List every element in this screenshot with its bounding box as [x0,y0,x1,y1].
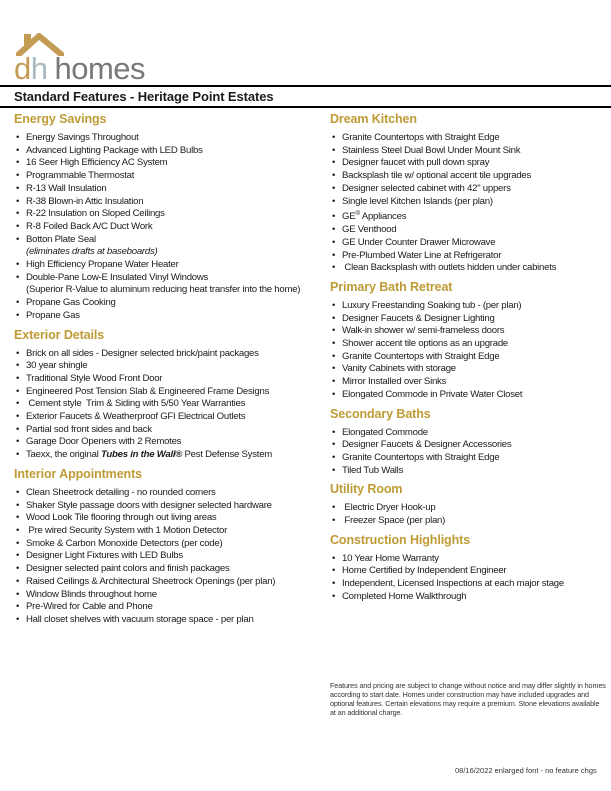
bullet-icon: • [16,271,20,283]
feature-item [14,398,326,411]
bullet-icon: • [332,157,336,169]
feature-text: Wood Look Tile flooring through out living areas [26,512,217,524]
feature-text: Window Blinds throughout home [26,588,157,600]
feature-text: Cement style Trim & Siding with 5/50 Year Warranties [26,398,246,410]
feature-item [14,424,326,437]
feature-item [14,411,326,424]
feature-text: Hall closet shelves with vacuum storage space - per plan [26,613,254,625]
feature-item [330,452,608,465]
feature-item [14,259,326,272]
feature-text: Pre-Wired for Cable and Phone [26,601,153,613]
feature-text: Engineered Post Tension Slab & Engineered Frame Designs [26,385,270,397]
bullet-icon: • [16,157,20,169]
feature-item [330,325,608,338]
feature-item [14,170,326,183]
feature-text: 30 year shingle [26,360,88,372]
bullet-icon: • [16,372,20,384]
bullet-icon: • [16,601,20,613]
feature-item [14,145,326,158]
feature-text: Clean Backsplash with outlets hidden under cabinets [342,262,557,274]
bullet-icon: • [332,249,336,261]
feature-text: Designer selected paint colors and finish packages [26,563,230,575]
left-column [14,104,326,629]
feature-text: 10 Year Home Warranty [342,552,439,564]
bullet-icon: • [332,195,336,207]
feature-item [330,208,608,224]
feature-item [330,224,608,237]
feature-text: Brick on all sides - Designer selected brick/paint packages [26,347,259,359]
bullet-icon: • [16,309,20,321]
bullet-icon: • [16,423,20,435]
feature-text: Luxury Freestanding Soaking tub - (per plan) [342,299,522,311]
feature-text: Elongated Commode in Private Water Closet [342,388,523,400]
feature-text: Mirror Installed over Sinks [342,376,447,388]
bullet-icon: • [16,233,20,245]
feature-text: Shower accent tile options as an upgrade [342,338,508,350]
disclaimer-text: Features and pricing are subject to change without notice and may differ slightly in homes according to start date. Homes under construction may have included upgrades and optional features. Certain elevations may require a premium. Stone elevations available at an additional charge. [330,681,606,717]
feature-item [330,262,608,275]
feature-item [330,389,608,402]
bullet-icon: • [16,499,20,511]
bullet-icon: • [332,552,336,564]
feature-list [14,487,326,627]
feature-item [330,170,608,183]
bullet-icon: • [16,512,20,524]
feature-item [14,310,326,323]
feature-item [330,157,608,170]
bullet-icon: • [332,325,336,337]
feature-text: Independent, Licensed Inspections at each major stage [342,578,564,590]
feature-item [14,512,326,525]
bullet-icon: • [16,588,20,600]
section-heading: Primary Bath Retreat [330,279,453,294]
feature-item [330,578,608,591]
feature-item [14,436,326,449]
feature-text: GE Venthood [342,224,397,236]
section-heading: Energy Savings [14,112,107,126]
feature-item [14,297,326,310]
feature-text: Granite Countertops with Straight Edge [342,132,500,143]
feature-text: R-22 Insulation on Sloped Ceilings [26,208,165,220]
bullet-icon: • [332,565,336,577]
bullet-icon: • [16,411,20,423]
feature-list [330,502,608,527]
revision-note: 08/16/2022 enlarged font - no feature chgs [455,766,597,775]
feature-item [330,502,608,515]
bullet-icon: • [16,144,20,156]
bullet-icon: • [16,524,20,536]
section-heading: Utility Room [330,482,403,497]
bullet-icon: • [16,550,20,562]
logo-letter-d: d [14,51,31,86]
feature-item [330,145,608,158]
page-title-text: Standard Features - Heritage Point Estates [14,89,274,104]
bullet-icon: • [332,338,336,350]
feature-item [330,427,608,440]
feature-text: Designer faucet with pull down spray [342,157,490,169]
feature-subtext: (Superior R-Value to aluminum reducing heat transfer into the home) [26,284,301,296]
bullet-icon: • [332,426,336,438]
bullet-icon: • [16,259,20,271]
feature-item [14,132,326,145]
feature-text: Propane Gas [26,309,80,321]
feature-text: Granite Countertops with Straight Edge [342,451,500,463]
feature-list [14,132,326,323]
feature-text: Smoke & Carbon Monoxide Detectors (per code) [26,537,223,549]
feature-item [330,376,608,389]
feature-text: Elongated Commode [342,426,428,438]
bullet-icon: • [16,195,20,207]
bullet-icon: • [332,312,336,324]
feature-item [330,439,608,452]
section-heading: Secondary Baths [330,406,431,421]
feature-text: Freezer Space (per plan) [342,515,446,527]
feature-item [330,183,608,196]
bullet-icon: • [332,224,336,236]
feature-text: R-13 Wall Insulation [26,182,107,194]
logo-word-homes: homes [54,51,146,86]
bullet-icon: • [16,537,20,549]
feature-text: High Efficiency Propane Water Heater [26,259,179,271]
bullet-icon: • [332,376,336,388]
feature-item [330,300,608,313]
feature-item [330,237,608,250]
feature-text: Taexx, the original Tubes in the Wall® Pest Defense System [26,449,273,461]
bullet-icon: • [332,464,336,476]
feature-text: Traditional Style Wood Front Door [26,372,163,384]
bullet-icon: • [332,170,336,182]
feature-text: 16 Seer High Efficiency AC System [26,157,168,169]
feature-text: Clean Sheetrock detailing - no rounded corners [26,486,216,498]
feature-item [14,576,326,589]
feature-item [14,386,326,399]
feature-item [14,196,326,209]
feature-text: Designer Faucets & Designer Lighting [342,312,495,324]
bullet-icon: • [16,208,20,220]
bullet-icon: • [16,170,20,182]
feature-text: Pre-Plumbed Water Line at Refrigerator [342,249,502,261]
section-heading: Construction Highlights [330,532,471,547]
feature-text: Programmable Thermostat [26,170,135,182]
logo [14,33,145,84]
feature-item [14,272,326,285]
feature-list [330,300,608,402]
bullet-icon: • [16,486,20,498]
feature-item [14,614,326,627]
feature-item [14,601,326,614]
bullet-icon: • [16,398,20,410]
logo-letter-h: h [30,51,48,86]
feature-text: Vanity Cabinets with storage [342,363,456,375]
feature-text: Double-Pane Low-E Insulated Vinyl Windows [26,271,209,283]
feature-text: Electric Dryer Hook-up [342,502,436,514]
feature-item [330,591,608,604]
feature-text: Single level Kitchen Islands (per plan) [342,195,493,207]
feature-item [330,465,608,478]
feature-item [330,250,608,263]
feature-text: Advanced Lighting Package with LED Bulbs [26,144,203,156]
feature-item [14,449,326,462]
feature-item [14,157,326,170]
bullet-icon: • [332,144,336,156]
feature-item [330,553,608,566]
feature-text: Stainless Steel Dual Bowl Under Mount Sink [342,144,521,156]
bullet-icon: • [332,211,336,223]
bullet-icon: • [332,363,336,375]
feature-item [14,487,326,500]
feature-item [330,565,608,578]
bullet-icon: • [332,515,336,527]
feature-text: Granite Countertops with Straight Edge [342,350,500,362]
bullet-icon: • [16,563,20,575]
bullet-icon: • [332,439,336,451]
feature-list [330,553,608,604]
feature-item [14,538,326,551]
bullet-icon: • [16,297,20,309]
feature-text: Completed Home Walkthrough [342,590,467,602]
bullet-icon: • [16,613,20,625]
feature-text: Designer Faucets & Designer Accessories [342,439,512,451]
bullet-icon: • [332,299,336,311]
feature-item [14,550,326,563]
bullet-icon: • [332,236,336,248]
feature-text: Propane Gas Cooking [26,297,116,309]
bullet-icon: • [16,436,20,448]
feature-list [330,132,608,275]
feature-item [14,373,326,386]
bullet-icon: • [16,360,20,372]
section-heading: Dream Kitchen [330,112,417,126]
section-heading: Interior Appointments [14,466,142,481]
feature-item [14,589,326,602]
feature-text: Designer selected cabinet with 42" uppers [342,182,511,194]
feature-item [14,234,326,247]
bullet-icon: • [16,385,20,397]
feature-text: Designer Light Fixtures with LED Bulbs [26,550,183,562]
feature-text: R-8 Foiled Back A/C Duct Work [26,220,153,232]
feature-subtext: (eliminates drafts at baseboards) [26,246,158,258]
bullet-icon: • [16,347,20,359]
feature-item [330,196,608,209]
section-heading: Exterior Details [14,327,105,342]
feature-item [14,563,326,576]
feature-item [14,525,326,538]
bullet-icon: • [16,220,20,232]
feature-text: Walk-in shower w/ semi-frameless doors [342,325,505,337]
feature-item [14,348,326,361]
feature-text: R-38 Blown-in Attic Insulation [26,195,144,207]
bullet-icon: • [16,132,20,143]
feature-text: GE Under Counter Drawer Microwave [342,236,496,248]
feature-text: GE® Appliances [342,210,407,223]
feature-text: Garage Door Openers with 2 Remotes [26,436,182,448]
bullet-icon: • [332,502,336,514]
bullet-icon: • [332,578,336,590]
right-column [330,104,608,606]
logo-wordmark [14,53,145,84]
feature-item [330,351,608,364]
feature-list [14,348,326,462]
bullet-icon: • [332,590,336,602]
feature-text: Partial sod front sides and back [26,423,152,435]
feature-text: Raised Ceilings & Architectural Sheetrock Openings (per plan) [26,575,276,587]
feature-item [14,208,326,221]
bullet-icon: • [16,182,20,194]
feature-item [14,221,326,234]
feature-item [330,363,608,376]
feature-text: Pre wired Security System with 1 Motion Detector [26,524,228,536]
feature-list [330,427,608,478]
bullet-icon: • [332,451,336,463]
feature-text: Exterior Faucets & Weatherproof GFI Electrical Outlets [26,411,246,423]
feature-item [14,500,326,513]
feature-item [14,360,326,373]
feature-item [330,338,608,351]
bullet-icon: • [332,350,336,362]
feature-item [330,313,608,326]
feature-text: Botton Plate Seal [26,233,96,245]
bullet-icon: • [16,449,20,461]
feature-text: Backsplash tile w/ optional accent tile upgrades [342,170,532,182]
feature-item [330,515,608,528]
feature-text: Home Certified by Independent Engineer [342,565,507,577]
bullet-icon: • [332,262,336,274]
bullet-icon: • [332,388,336,400]
bullet-icon: • [16,575,20,587]
feature-text: Energy Savings Throughout [26,132,139,143]
feature-text: Shaker Style passage doors with designer selected hardware [26,499,272,511]
bullet-icon: • [332,132,336,143]
feature-item [14,183,326,196]
feature-text: Tiled Tub Walls [342,464,404,476]
bullet-icon: • [332,182,336,194]
feature-item [330,132,608,145]
